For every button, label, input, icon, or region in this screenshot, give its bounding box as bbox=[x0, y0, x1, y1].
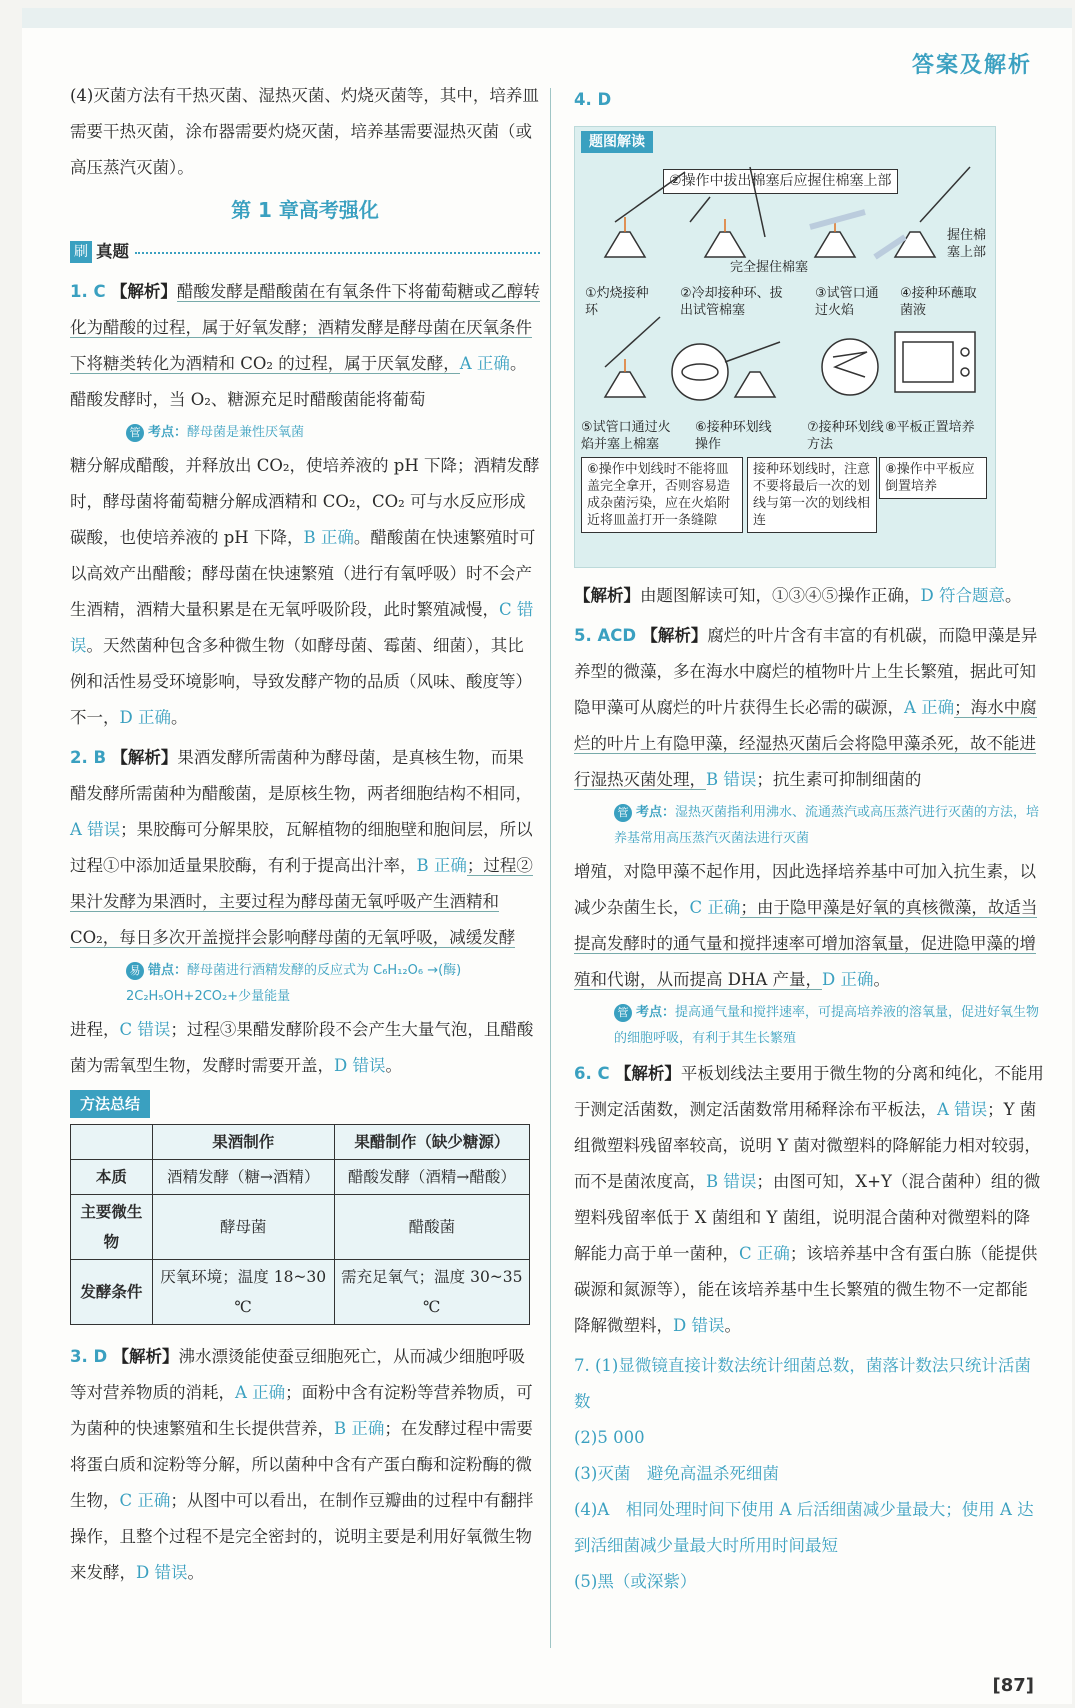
q6-ans-a: A 错误 bbox=[937, 1100, 988, 1119]
q6-ans-b: B 错误 bbox=[706, 1172, 757, 1191]
right-column bbox=[574, 78, 1044, 1600]
q7-answer-1: 7. (1)显微镜直接计数法统计细菌总数，菌落计数法只统计活菌数 bbox=[574, 1356, 1031, 1411]
q2-text-d: 进程， bbox=[70, 1020, 120, 1039]
table-row-label: 发酵条件 bbox=[71, 1260, 153, 1325]
q5-note-1 bbox=[614, 800, 1044, 852]
q1-text-d: 。醋酸菌在快速繁殖时可以高效产出醋酸；酵母菌在快速繁殖（进行有氧呼吸）时不会产生酒精，酒精大量积累是在无氧呼吸阶段，此时繁殖减慢， bbox=[70, 528, 536, 619]
table-cell: 需充足氧气；温度 30~35 ℃ bbox=[334, 1260, 529, 1325]
table-row bbox=[71, 1160, 530, 1195]
q4-number: 4. D bbox=[574, 90, 612, 109]
note-badge-icon: 管 bbox=[614, 804, 632, 822]
q4-analysis bbox=[574, 578, 1044, 614]
note-badge-icon: 管 bbox=[126, 424, 144, 442]
diagram-step-6: ⑥接种环划线操作 bbox=[695, 420, 772, 452]
section-badge: 刷 bbox=[70, 241, 92, 263]
q3-text-d: ；从图中可以看出，在制作豆瓣曲的过程中有翻拌操作，且整个过程不是完全密封的，说明主要是利用好氧微生物来发酵， bbox=[70, 1491, 534, 1582]
diagram-step-5: ⑤试管口通过火焰并塞上棉塞 bbox=[581, 420, 671, 452]
q1-text-f: 。 bbox=[170, 708, 188, 727]
diagram-top-label: ②操作中拔出棉塞后应握住棉塞上部 bbox=[663, 169, 898, 194]
q2-text-f: 。 bbox=[385, 1056, 402, 1075]
q7-answer-3: (3)灭菌 避免高温杀死细菌 bbox=[574, 1464, 779, 1483]
diagram-step-1: ①灼烧接种环 bbox=[585, 286, 649, 318]
q1-ans-a: A 正确 bbox=[459, 354, 510, 373]
diagram-side-label: 握住棉塞上部 bbox=[947, 228, 987, 260]
q5-tag: 【解析】 bbox=[641, 626, 708, 645]
q5-ans-c: C 正确 bbox=[689, 898, 741, 917]
q1-ans-d: D 正确 bbox=[119, 708, 171, 727]
diagram-step-8: ⑧平板正置培养 bbox=[885, 420, 975, 435]
q1-text-a: 醋酸发酵是醋酸菌在有氧条件下将葡萄糖或乙醇转化为醋酸的过程，属于好氧发酵；酒精发酵是酵母菌在厌氧条件下将糖类转化为酒精和 CO₂ 的过程，属于厌氧发酵， bbox=[70, 282, 540, 373]
top-bar bbox=[22, 8, 1072, 28]
table-header-cell: 果醋制作（缺少糖源） bbox=[334, 1125, 529, 1160]
q4-tag: 【解析】 bbox=[574, 586, 640, 605]
question-1 bbox=[70, 274, 540, 418]
section-title: 真题 bbox=[96, 242, 129, 261]
q3-text-b: ；面粉中含有淀粉等营养物质，可为菌种的快速繁殖和生长提供营养， bbox=[70, 1383, 533, 1438]
q3-text-c: ；在发酵过程中需要将蛋白质和淀粉等分解，所以菌种中含有产蛋白酶和淀粉酶的微生物， bbox=[70, 1419, 533, 1510]
q5-number: 5. ACD bbox=[574, 626, 637, 645]
q7-answer-4: (4)A 相同处理时间下使用 A 后活细菌减少量最大；使用 A 达到活细菌减少量最大时所用时间最短 bbox=[574, 1500, 1034, 1555]
q3-ans-b: B 正确 bbox=[334, 1419, 385, 1438]
q6-text-b: ；Y 菌组微塑料残留率较高，说明 Y 菌对微塑料的降解能力相对较弱，而不是菌浓度高， bbox=[574, 1100, 1041, 1191]
q3-ans-d: D 错误 bbox=[136, 1563, 188, 1582]
q6-ans-d: D 错误 bbox=[673, 1316, 725, 1335]
page-number: [87] bbox=[992, 1675, 1034, 1696]
diagram-step-7: ⑦接种环划线方法 bbox=[807, 420, 884, 452]
table-header-cell: 果酒制作 bbox=[152, 1125, 334, 1160]
note-badge-icon: 易 bbox=[126, 962, 144, 980]
diagram-step-3: ③试管口通过火焰 bbox=[815, 286, 879, 318]
q3-text-e: 。 bbox=[187, 1563, 204, 1582]
q6-ans-c: C 正确 bbox=[739, 1244, 790, 1263]
intro-paragraph: (4)灭菌方法有干热灭菌、湿热灭菌、灼烧灭菌等，其中，培养皿需要干热灭菌，涂布器需要灼烧灭菌，培养基需要湿热灭菌（或高压蒸汽灭菌）。 bbox=[70, 86, 539, 177]
q1-text-c: 糖分解成醋酸，并释放出 CO₂，使培养液的 pH 下降；酒精发酵时，酵母菌将葡萄糖分解成酒精和 CO₂，CO₂ 可与水反应形成碳酸，也使培养液的 pH 下降， bbox=[70, 456, 540, 547]
q6-number: 6. C bbox=[574, 1064, 610, 1083]
table-row bbox=[71, 1260, 530, 1325]
table-cell: 酵母菌 bbox=[152, 1195, 334, 1260]
q5-text-f: 。 bbox=[873, 970, 891, 989]
table-header-cell bbox=[71, 1125, 153, 1160]
page-header-title: 答案及解析 bbox=[911, 53, 1032, 78]
q2-text-c: ；过程②果汁发酵为果酒时，主要过程为酵母菌无氧呼吸产生酒精和 CO₂，每日多次开盖搅拌会影响酵母菌的无氧呼吸，减缓发酵 bbox=[70, 856, 533, 947]
diagram-box-2: 接种环划线时，注意不要将最后一次的划线与第一次的划线相连 bbox=[747, 457, 877, 533]
q2-note-text: 酵母菌进行酒精发酵的反应式为 C₆H₁₂O₆ →(酶) 2C₂H₅OH+2CO₂+少量能量 bbox=[126, 963, 462, 1004]
section-header bbox=[70, 234, 540, 270]
q7-answer-5: (5)黑（或深紫） bbox=[574, 1572, 697, 1591]
diagram-box-3: ⑧操作中平板应倒置培养 bbox=[879, 457, 987, 499]
method-summary-title: 方法总结 bbox=[70, 1090, 150, 1118]
page bbox=[22, 8, 1072, 1704]
table-cell: 酒精发酵（糖→酒精） bbox=[152, 1160, 334, 1195]
q6-text-a: 平板划线法主要用于微生物的分离和纯化，不能用于测定活菌数，测定活菌数常用稀释涂布平板法， bbox=[574, 1064, 1044, 1119]
question-3 bbox=[70, 1339, 540, 1591]
table-cell: 醋酸菌 bbox=[334, 1195, 529, 1260]
q5-ans-a: A 正确 bbox=[904, 698, 955, 717]
q5-note1-text: 湿热灭菌指利用沸水、流通蒸汽或高压蒸汽进行灭菌的方法，培养基常用高压蒸汽灭菌法进行灭菌 bbox=[614, 805, 1040, 846]
question-2 bbox=[70, 740, 540, 956]
q2-ans-a: A 错误 bbox=[70, 820, 121, 839]
q1-ans-c: C 错误 bbox=[70, 600, 534, 655]
q1-note bbox=[126, 420, 540, 446]
q1-text-b: 。醋酸发酵时，当 O₂、糖源充足时醋酸菌能将葡萄 bbox=[70, 354, 527, 409]
q1-continued bbox=[70, 448, 540, 736]
q2-ans-c: C 错误 bbox=[119, 1020, 171, 1039]
q4-diagram bbox=[574, 126, 996, 568]
q1-text-e: 。天然菌种包含多种微生物（如酵母菌、霉菌、细菌），其比例和活性易受环境影响，导致发酵产物的品质（风味、酸度等）不一， bbox=[70, 636, 532, 727]
q2-ans-b: B 正确 bbox=[416, 856, 467, 875]
q3-ans-a: A 正确 bbox=[235, 1383, 286, 1402]
q2-tag: 【解析】 bbox=[111, 748, 178, 767]
q2-note bbox=[126, 958, 540, 1010]
q2-continued bbox=[70, 1012, 540, 1084]
chapter-title: 第 1 章高考强化 bbox=[231, 198, 379, 222]
column-divider bbox=[550, 88, 551, 1648]
question-6 bbox=[574, 1056, 1044, 1344]
q5-ans-d: D 正确 bbox=[822, 970, 874, 989]
page-number-value: 87 bbox=[1000, 1675, 1026, 1696]
question-4 bbox=[574, 82, 1044, 118]
q6-text-d: ；该培养基中含有蛋白胨（能提供碳源和氮源等），能在该培养基中生长繁殖的微生物不一定都能降解微塑料， bbox=[574, 1244, 1038, 1335]
diagram-step-2: ②冷却接种环、拔出试管棉塞 bbox=[680, 286, 783, 318]
q5-note-2 bbox=[614, 1000, 1044, 1052]
q5-note2-label: 考点： bbox=[636, 1005, 676, 1020]
q5-text-d: 增殖，对隐甲藻不起作用，因此选择培养基中可加入抗生素，以减少杂菌生长， bbox=[574, 862, 1036, 917]
q5-ans-b: B 错误 bbox=[706, 770, 757, 789]
q5-note1-label: 考点： bbox=[636, 805, 676, 820]
q5-text-c: ；抗生素可抑制细菌的 bbox=[756, 770, 922, 789]
q2-text-e: ；过程③果醋发酵阶段不会产生大量气泡，且醋酸菌为需氧型生物，发酵时需要开盖， bbox=[70, 1020, 534, 1075]
q5-continued bbox=[574, 854, 1044, 998]
q3-tag: 【解析】 bbox=[112, 1347, 179, 1366]
q2-text-a: 果酒发酵所需菌种为酵母菌，是真核生物，而果醋发酵所需菌种为醋酸菌，是原核生物，两者细胞结构不相同， bbox=[70, 748, 532, 803]
q6-text-c: ；由图可知，X+Y（混合菌种）组的微塑料残留率低于 X 菌组和 Y 菌组，说明混合菌种对微塑料的降解能力高于单一菌种， bbox=[574, 1172, 1041, 1263]
table-header-row bbox=[71, 1125, 530, 1160]
q1-note-text: 酵母菌是兼性厌氧菌 bbox=[187, 425, 305, 440]
q7-answer-2: (2)5 000 bbox=[574, 1428, 645, 1447]
note-badge-icon: 管 bbox=[614, 1004, 632, 1022]
q6-text-e: 。 bbox=[724, 1316, 741, 1335]
left-column bbox=[70, 78, 540, 1591]
q4-text: 由题图解读可知，①③④⑤操作正确， bbox=[640, 586, 921, 605]
q5-text-e: ；由于隐甲藻是好氧的真核微藻，故适当提高发酵时的通气量和搅拌速率可增加溶氧量，促进隐甲藻的增殖和代谢，从而提高 DHA 产量， bbox=[574, 898, 1038, 989]
q2-ans-d: D 错误 bbox=[334, 1056, 386, 1075]
q1-note-label: 考点： bbox=[148, 425, 188, 440]
q2-note-label: 错点： bbox=[148, 963, 188, 978]
diagram-head: 题图解读 bbox=[581, 131, 653, 153]
q3-ans-c: C 正确 bbox=[119, 1491, 171, 1510]
q4-ans: D 符合题意 bbox=[920, 586, 1005, 605]
table-cell: 厌氧环境；温度 18~30 ℃ bbox=[152, 1260, 334, 1325]
q1-number: 1. C bbox=[70, 282, 106, 301]
table-row bbox=[71, 1195, 530, 1260]
q1-ans-b: B 正确 bbox=[303, 528, 354, 547]
q4-end: 。 bbox=[1004, 586, 1022, 605]
diagram-step-4: ④接种环蘸取菌液 bbox=[900, 286, 977, 318]
diagram-mid-label: 完全握住棉塞 bbox=[730, 260, 809, 275]
q3-text-a: 沸水漂烫能使蚕豆细胞死亡，从而减少细胞呼吸等对营养物质的消耗， bbox=[70, 1347, 525, 1402]
table-row-label: 本质 bbox=[71, 1160, 153, 1195]
table-row-label: 主要微生物 bbox=[71, 1195, 153, 1260]
q3-number: 3. D bbox=[70, 1347, 108, 1366]
q5-text-a: 腐烂的叶片含有丰富的有机碳，而隐甲藻是异养型的微藻，多在海水中腐烂的植物叶片上生长繁殖，据此可知隐甲藻可从腐烂的叶片获得生长必需的碳源， bbox=[574, 626, 1038, 717]
q5-text-b: ；海水中腐烂的叶片上有隐甲藻，经湿热灭菌后会将隐甲藻杀死，故不能进行湿热灭菌处理， bbox=[574, 698, 1037, 789]
table-cell: 醋酸发酵（酒精→醋酸） bbox=[334, 1160, 529, 1195]
question-5 bbox=[574, 618, 1044, 798]
q5-note2-text: 提高通气量和搅拌速率，可提高培养液的溶氧量，促进好氧生物的细胞呼吸，有利于其生长繁殖 bbox=[614, 1005, 1040, 1046]
q2-text-b: ；果胶酶可分解果胶，瓦解植物的细胞壁和胞间层，所以过程①中添加适量果胶酶，有利于提高出汁率， bbox=[70, 820, 533, 875]
method-summary-table bbox=[70, 1124, 530, 1325]
q2-number: 2. B bbox=[70, 748, 107, 767]
q1-tag: 【解析】 bbox=[110, 282, 177, 301]
diagram-box-1: ⑥操作中划线时不能将皿盖完全拿开，否则容易造成杂菌污染，应在火焰附近将皿盖打开一条缝隙 bbox=[581, 457, 743, 533]
section-dots bbox=[135, 251, 540, 254]
q6-tag: 【解析】 bbox=[614, 1064, 681, 1083]
